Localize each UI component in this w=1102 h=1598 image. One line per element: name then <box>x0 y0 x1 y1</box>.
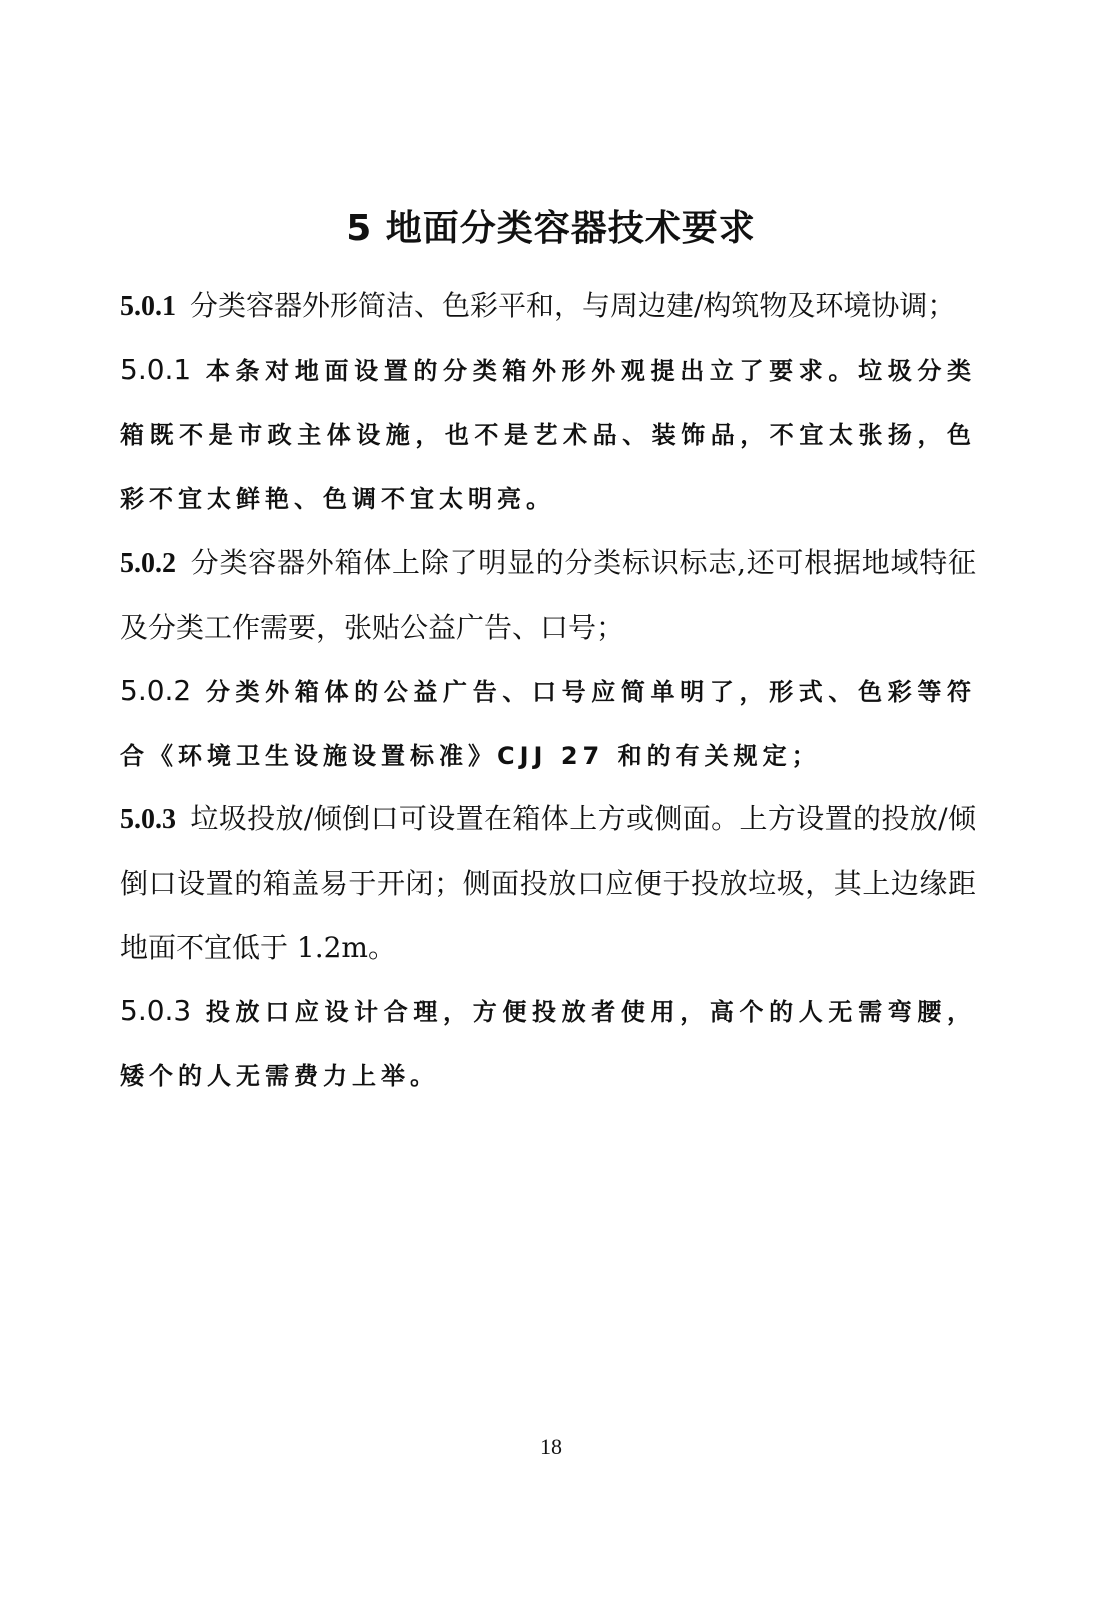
clause-number: 5.0.3 <box>120 804 176 835</box>
clause-5-0-2 <box>120 531 976 660</box>
explanation-5-0-1 <box>120 338 976 531</box>
chapter-title: 5 地面分类容器技术要求 <box>346 208 756 250</box>
explanation-number: 5.0.3 <box>120 994 192 1027</box>
clause-number: 5.0.2 <box>120 548 176 579</box>
clause-text: 垃圾投放/倾倒口可设置在箱体上方或侧面。上方设置的投放/倾倒口设置的箱盖易于开闭；侧面投放口应便于投放垃圾，其上边缘距地面不宜低于 1.2m。 <box>120 802 976 964</box>
explanation-text: 投放口应设计合理，方便投放者使用，高个的人无需弯腰，矮个的人无需费力上举。 <box>120 998 976 1090</box>
clause-5-0-3 <box>120 787 976 980</box>
clause-5-0-1 <box>120 274 976 339</box>
explanation-5-0-2 <box>120 659 976 788</box>
clause-number: 5.0.1 <box>120 291 176 322</box>
explanation-number: 5.0.1 <box>120 353 192 386</box>
explanation-5-0-3 <box>120 979 976 1108</box>
page-number: 18 <box>540 1434 562 1459</box>
explanation-text: 分类外箱体的公益广告、口号应简单明了，形式、色彩等符合《环境卫生设施设置标准》CJJ 27 和的有关规定； <box>120 678 976 770</box>
explanation-text: 本条对地面设置的分类箱外形外观提出立了要求。垃圾分类箱既不是市政主体设施，也不是艺术品、装饰品，不宜太张扬，色彩不宜太鲜艳、色调不宜太明亮。 <box>120 357 976 513</box>
explanation-number: 5.0.2 <box>120 674 192 707</box>
clause-text: 分类容器外箱体上除了明显的分类标识标志,还可根据地域特征及分类工作需要，张贴公益广告、口号； <box>120 546 976 644</box>
clause-text: 分类容器外形简洁、色彩平和，与周边建/构筑物及环境协调； <box>190 289 956 322</box>
